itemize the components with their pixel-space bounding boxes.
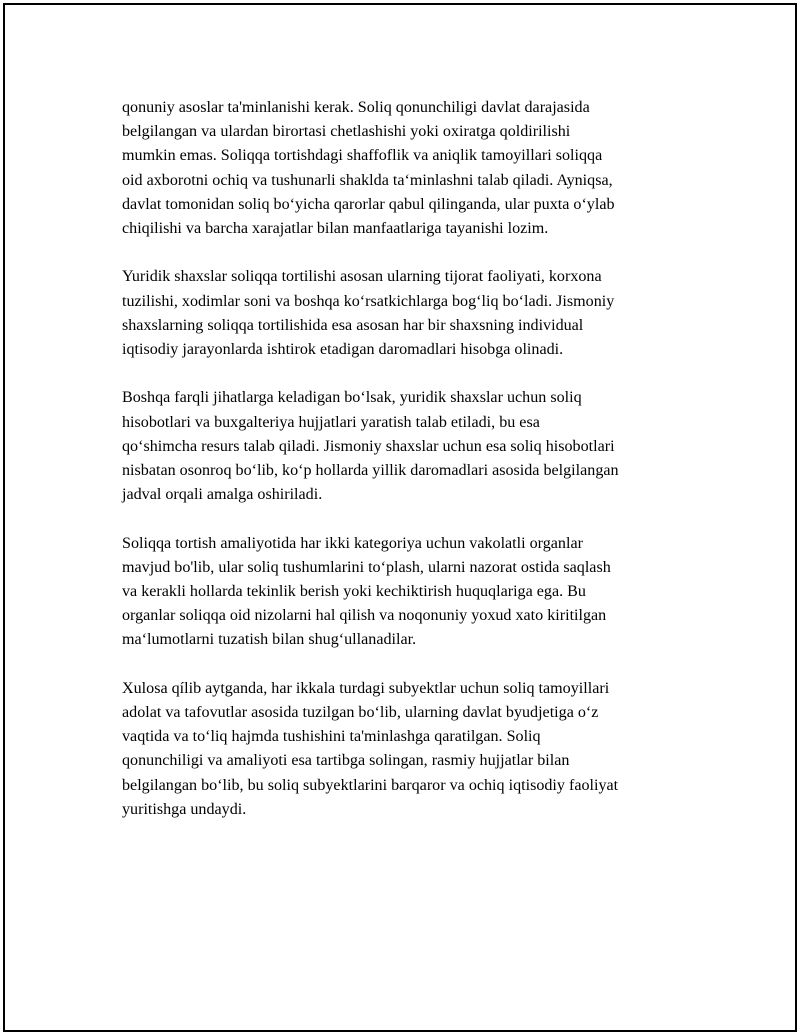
text-line: vaqtida va toʻliq hajmda tushishini ta'minlashga qaratilgan. Soliq: [122, 728, 541, 746]
text-line: chiqilishi va barcha xarajatlar bilan manfaatlariga tayanishi lozim.: [122, 220, 549, 238]
text-line: iqtisodiy jarayonlarda ishtirok etadigan daromadlari hisobga olinadi.: [122, 341, 564, 359]
paragraph-3: [122, 386, 697, 507]
paragraph-1: [122, 96, 697, 241]
text-line: qonuniy asoslar ta'minlanishi kerak. Soliq qonunchiligi davlat darajasida: [122, 99, 590, 116]
page-frame: [3, 3, 797, 1032]
text-line: tuzilishi, xodimlar soni va boshqa koʻrsatkichlarga bogʻliq boʻladi. Jismoniy: [122, 292, 615, 310]
text-line: va kerakli hollarda tekinlik berish yoki kechiktirish huquqlariga ega. Bu: [122, 583, 586, 601]
paragraph-5: [122, 677, 697, 822]
text-line: nisbatan osonroq boʻlib, koʻp hollarda yillik daromadlari asosida belgilangan: [122, 462, 619, 480]
text-line: belgilangan boʻlib, bu soliq subyektlarini barqaror va ochiq iqtisodiy faoliyat: [122, 776, 619, 794]
text-line: hisobotlari va buxgalteriya hujjatlari yaratish talab etiladi, bu esa: [122, 413, 540, 431]
paragraph-4: [122, 532, 697, 653]
text-line: shaxslarning soliqqa tortilishida esa asosan har bir shaxsning individual: [122, 316, 584, 334]
text-line: Soliqqa tortish amaliyotida har ikki kategoriya uchun vakolatli organlar: [122, 534, 583, 552]
text-line: mavjud bo'lib, ular soliq tushumlarini toʻplash, ularni nazorat ostida saqlash: [122, 558, 611, 576]
document-body: [122, 96, 697, 846]
paragraph-2: [122, 265, 697, 362]
text-line: maʻlumotlarni tuzatish bilan shugʻullanadilar.: [122, 631, 417, 649]
text-line: organlar soliqqa oid nizolarni hal qilish va noqonuniy yoxud xato kiritilgan: [122, 607, 607, 625]
text-line: oid axborotni ochiq va tushunarli shaklda taʻminlashni talab qiladi. Ayniqsa,: [122, 171, 613, 189]
text-line: belgilangan va ulardan birortasi chetlashishi yoki oxiratga qoldirilishi: [122, 123, 571, 141]
text-line: adolat va tafovutlar asosida tuzilgan boʻlib, ularning davlat byudjetiga oʻz: [122, 704, 599, 722]
text-line: qoʻshimcha resurs talab qiladi. Jismoniy shaxslar uchun esa soliq hisobotlari: [122, 437, 615, 455]
text-line: Xulosa qílib aytganda, har ikkala turdagi subyektlar uchun soliq tamoyillari: [122, 679, 610, 697]
text-line: davlat tomonidan soliq boʻyicha qarorlar qabul qilinganda, ular puxta oʻylab: [122, 195, 615, 213]
text-line: Yuridik shaxslar soliqqa tortilishi asosan ularning tijorat faoliyati, korxona: [122, 268, 602, 286]
text-line: yuritishga undaydi.: [122, 800, 247, 818]
text-line: mumkin emas. Soliqqa tortishdagi shaffoflik va aniqlik tamoyillari soliqqa: [122, 147, 603, 165]
text-line: qonunchiligi va amaliyoti esa tartibga solingan, rasmiy hujjatlar bilan: [122, 752, 570, 770]
text-line: Boshqa farqli jihatlarga keladigan boʻlsak, yuridik shaxslar uchun soliq: [122, 389, 582, 407]
text-line: jadval orqali amalga oshiriladi.: [122, 486, 323, 504]
